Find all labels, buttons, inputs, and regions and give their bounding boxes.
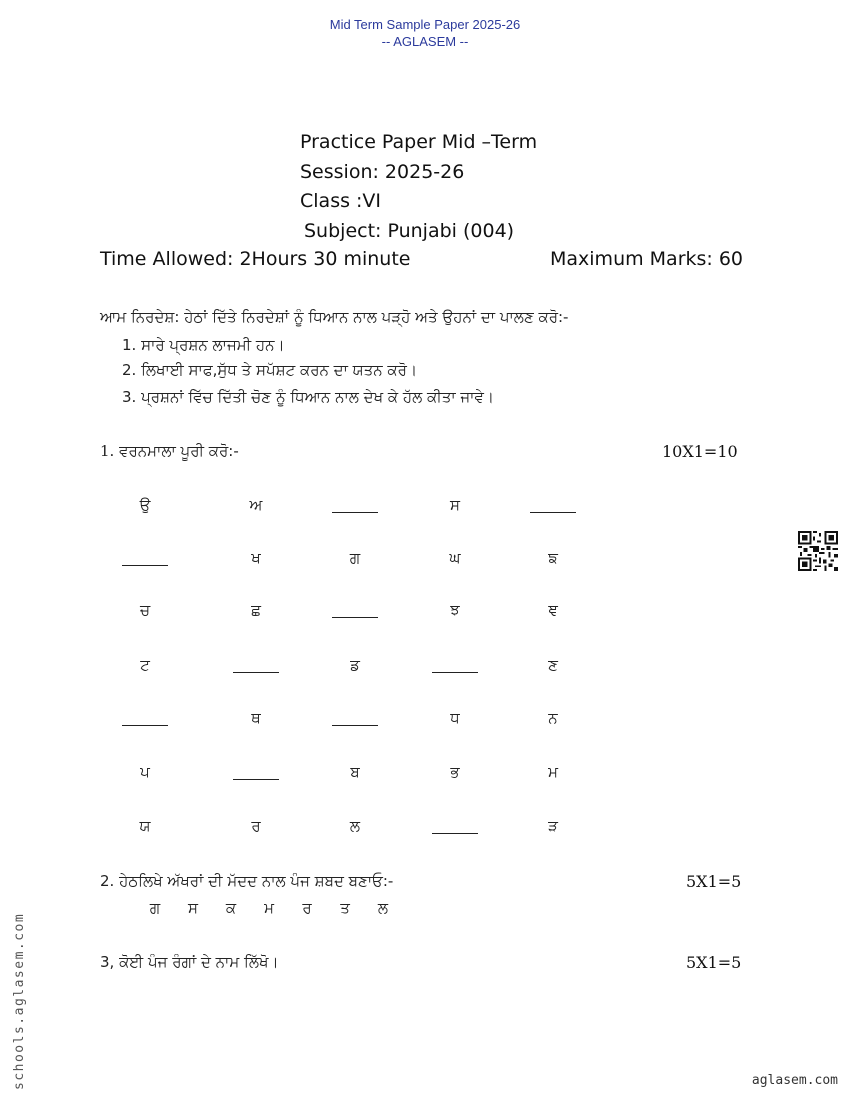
gurmukhi-letter: ਲ	[349, 817, 361, 835]
question-2-marks: 5X1=5	[686, 872, 742, 891]
question-1-number: 1.	[100, 442, 115, 460]
gurmukhi-letter: ਬ	[350, 763, 360, 781]
answer-blank[interactable]	[432, 672, 478, 673]
letter: ਕ	[225, 899, 237, 917]
session-line: Session: 2025-26	[300, 161, 465, 183]
side-watermark: schools.aglasem.com	[12, 912, 27, 1090]
gurmukhi-letter: ਗ	[349, 549, 361, 567]
instruction-item: 1. ਸਾਰੇ ਪ੍ਰਸ਼ਨ ਲਾਜਮੀ ਹਨ।	[122, 336, 285, 354]
gurmukhi-letter: ਖ	[251, 549, 261, 567]
banner-title: Mid Term Sample Paper 2025-26	[329, 17, 521, 32]
letter: ਲ	[377, 899, 389, 917]
gurmukhi-letter: ਸ	[450, 496, 460, 514]
question-3-marks: 5X1=5	[686, 953, 742, 972]
question-1-marks: 10X1=10	[662, 442, 738, 461]
paper-title: Practice Paper Mid –Term	[300, 131, 538, 153]
qr-code-icon	[798, 531, 838, 571]
gurmukhi-letter: ਅ	[249, 496, 263, 514]
gurmukhi-letter: ਧ	[450, 709, 460, 727]
answer-blank[interactable]	[233, 779, 279, 780]
answer-blank[interactable]	[233, 672, 279, 673]
gurmukhi-letter: ਝ	[450, 601, 460, 619]
gurmukhi-letter: ਨ	[548, 709, 558, 727]
gurmukhi-letter: ਯ	[139, 817, 151, 835]
question-1-text: ਵਰਨਮਾਲਾ ਪੂਰੀ ਕਰੋ:-	[119, 442, 239, 460]
answer-blank[interactable]	[530, 512, 576, 513]
gurmukhi-letter: ਮ	[548, 763, 558, 781]
gurmukhi-letter: ਛ	[251, 601, 261, 619]
gurmukhi-letter: ਉ	[139, 496, 151, 514]
instructions-heading: ਆਮ ਨਿਰਦੇਸ਼: ਹੇਠਾਂ ਦਿੱਤੇ ਨਿਰਦੇਸ਼ਾਂ ਨੂੰ ਧਿਆਨ ਨਾਲ ਪੜ੍ਹੋ ਅਤੇ ਉਹਨਾਂ ਦਾ ਪਾਲਣ ਕਰੋ:-	[100, 308, 569, 326]
gurmukhi-letter: ਥ	[251, 709, 261, 727]
letter: ਸ	[188, 899, 198, 917]
gurmukhi-letter: ਙ	[548, 549, 558, 567]
instruction-item: 2. ਲਿਖਾਈ ਸਾਫ,ਸੁੱਧ ਤੇ ਸਪੱਸ਼ਟ ਕਰਨ ਦਾ ਯਤਨ ਕਰੋ।	[122, 361, 418, 379]
question-3-text: 3, ਕੋਈ ਪੰਜ ਰੰਗਾਂ ਦੇ ਨਾਮ ਲਿੱਖੋ।	[100, 953, 279, 971]
footer-brand: aglasem.com	[751, 1073, 838, 1088]
letter: ਤ	[340, 899, 350, 917]
answer-blank[interactable]	[332, 725, 378, 726]
question-1	[100, 442, 239, 460]
letter: ਰ	[302, 899, 312, 917]
banner-brand: -- AGLASEM --	[381, 34, 469, 49]
answer-blank[interactable]	[122, 725, 168, 726]
answer-blank[interactable]	[122, 565, 168, 566]
gurmukhi-letter: ਰ	[251, 817, 261, 835]
gurmukhi-letter: ਚ	[139, 601, 151, 619]
gurmukhi-letter: ਣ	[548, 656, 558, 674]
instruction-item: 3. ਪ੍ਰਸ਼ਨਾਂ ਵਿੱਚ ਦਿੱਤੀ ਚੋਣ ਨੂੰ ਧਿਆਨ ਨਾਲ ਦੇਖ ਕੇ ਹੱਲ ਕੀਤਾ ਜਾਵੇ।	[122, 388, 494, 406]
class-line: Class :VI	[300, 190, 382, 212]
question-2-text: 2. ਹੇਠਲਿਖੇ ਅੱਖਰਾਂ ਦੀ ਮੱਦਦ ਨਾਲ ਪੰਜ ਸ਼ਬਦ ਬਣਾਓ:-	[100, 872, 394, 890]
gurmukhi-letter: ਭ	[450, 763, 460, 781]
gurmukhi-letter: ਘ	[449, 549, 461, 567]
answer-blank[interactable]	[332, 512, 378, 513]
gurmukhi-letter: ੜ	[548, 817, 558, 835]
gurmukhi-letter: ਟ	[140, 656, 150, 674]
gurmukhi-letter: ਞ	[548, 601, 558, 619]
time-allowed: Time Allowed: 2Hours 30 minute	[100, 248, 411, 270]
letter: ਮ	[264, 899, 274, 917]
maximum-marks: Maximum Marks: 60	[550, 248, 744, 270]
gurmukhi-letter: ਡ	[350, 656, 360, 674]
gurmukhi-letter: ਪ	[140, 763, 150, 781]
subject-line: Subject: Punjabi (004)	[304, 220, 515, 242]
letter: ਗ	[149, 899, 161, 917]
answer-blank[interactable]	[432, 833, 478, 834]
question-2-letters	[136, 899, 402, 917]
answer-blank[interactable]	[332, 617, 378, 618]
